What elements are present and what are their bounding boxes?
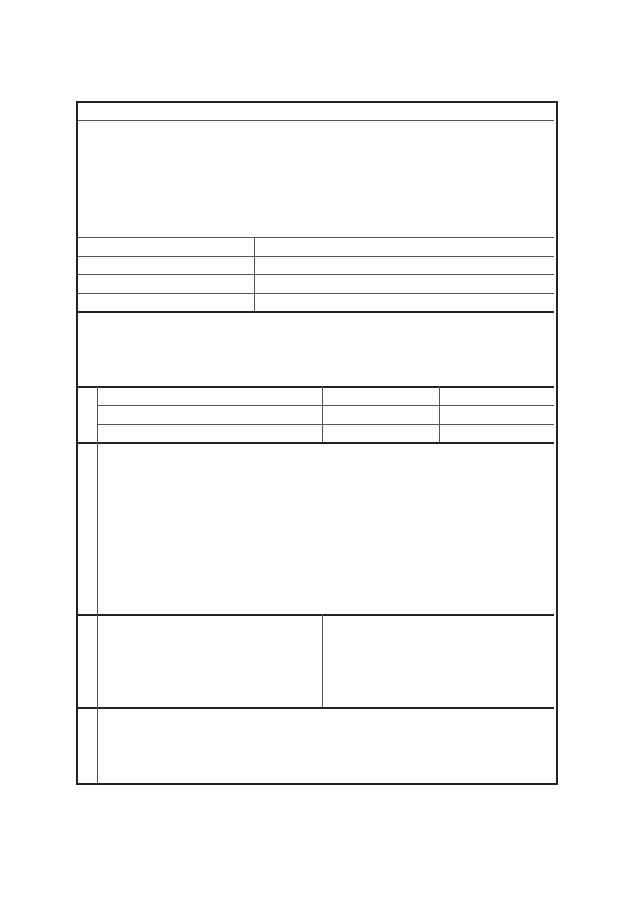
divider	[78, 274, 554, 275]
divider	[78, 256, 554, 257]
household-label	[80, 318, 94, 380]
divider	[78, 293, 554, 294]
divider	[78, 120, 554, 121]
divider	[97, 424, 554, 425]
divider	[97, 386, 98, 442]
non-building-label	[80, 718, 94, 778]
divider	[78, 614, 554, 616]
divider	[97, 442, 98, 614]
divider	[78, 311, 554, 313]
divider	[78, 386, 554, 388]
divider	[97, 405, 554, 406]
divider	[439, 386, 440, 442]
divider	[322, 614, 323, 707]
divider	[78, 442, 554, 444]
details-label	[80, 620, 94, 704]
insurance-label	[80, 396, 94, 438]
building-label	[80, 474, 94, 610]
divider	[97, 614, 98, 707]
divider	[78, 707, 554, 709]
divider	[97, 707, 98, 783]
divider	[78, 237, 554, 238]
divider	[322, 386, 323, 442]
